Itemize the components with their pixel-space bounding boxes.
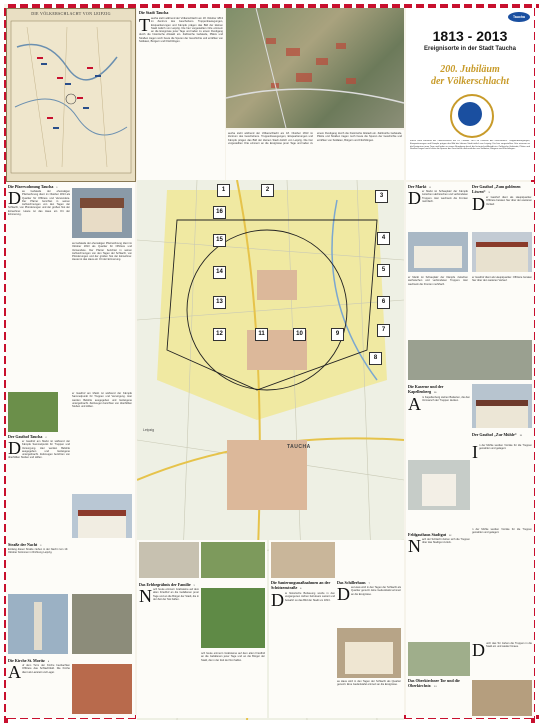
intro-heading: Die Stadt Taucha: [139, 10, 169, 15]
garden-photo: [201, 542, 265, 578]
header-subtitle: Ereignisorte in der Stadt Taucha: [424, 46, 516, 52]
right-item-9-heading: Der Gasthof „Zum goldenen Löwen“ 9: [472, 184, 521, 194]
kapelle-photo-building: [422, 474, 456, 506]
map-marker-5[interactable]: 5: [377, 264, 390, 277]
right-item-11-heading: Der Gasthof „Zur Mühle“ 11: [472, 432, 522, 437]
left-item-1-text: Das Gebäude der ehemaligen Pfarrwohnung dient im Oktober 1813 als Quartier für Offiziere und Verwundete. Der Pfarrer berichtet in seinen Aufzeichnungen von den Tagen der Schlacht, von Plünderungen und der großen Not der Einwohner. Heute ist das Haus ein Ort der Erinnerung.: [8, 190, 70, 217]
header-panel: [406, 8, 534, 180]
left-item-2-text-b: er Gasthof am Markt ist während der Kämpfe Sammelpunkt für Truppen und Versorgung. Hier werden Befehle ausgegeben und Gefangene untergebracht. Zeitzeugen berichten von überfüllten Stuben und Höfen.: [72, 392, 132, 409]
map-marker-16[interactable]: 16: [213, 206, 226, 219]
church-interior-photo: [72, 664, 132, 714]
right-item-12-text: Nach der Schlacht ziehen sich die Truppen über das Stadtgut zurück.: [408, 538, 470, 556]
pfarrwohnung-photo: [72, 188, 132, 238]
gasthof-photo: [72, 494, 132, 538]
pfarrwohnung-photo-roof: [80, 198, 124, 208]
loewen-photo-building: [476, 242, 528, 272]
graves-photo: [139, 542, 199, 578]
center-item-6-heading: Die Sanierungsmaßnahmen an der Schützenstraße 6: [271, 580, 331, 590]
markt-photo-building: [414, 246, 462, 268]
map-marker-6[interactable]: 6: [377, 296, 390, 309]
map-marker-7[interactable]: 7: [377, 324, 390, 337]
tor-photo: [472, 680, 532, 716]
header-credits: aucha steht während der Völkerschlacht am 18. Oktober 1813 im Zentrum des Geschehens. Truppenbewegungen, Einquartierungen und Kämpfe prägen das Bild der kleinen Stadt östlich von Leipzig. Die hier vorgestellten Orte erinnern an die Ereignisse jener Tage und laden zu einem Rundgang durch die historische Altstadt ein. Zahlreiche Gebäude, Plätze und Straßen tragen noch heute die Spuren der Geschichte und erzählen von Soldaten, Bürgern und Flüchtlingen.: [410, 140, 530, 151]
intro-section: [137, 8, 225, 180]
loewen-photo: [472, 232, 532, 272]
right-column: [406, 182, 534, 718]
street-view-photo: [408, 340, 532, 380]
aerial-photo: [226, 8, 404, 128]
map-marker-1[interactable]: 1: [217, 184, 230, 197]
intro-dropcap: T: [139, 17, 150, 35]
left-item-1-text-b: as Gebäude der ehemaligen Pfarrwohnung dient im Oktober 1813 als Quartier für Offiziere und Verwundete. Der Pfarrer berichtet in seinen Aufzeichnungen von den Tagen der Schlacht, von Plünderungen und der großen Not der Einwohner. Heute ist das Haus ein Ort der Erinnerung.: [72, 242, 132, 262]
intro-text: aucha steht während der Völkerschlacht am 18. Oktober 1813 im Zentrum des Geschehens. Truppenbewegungen, Einquartierungen und Kämpfe prägen das Bild der kleinen Stadt östlich von Leipzig. Die hier vorgestellten Orte erinnern an die Ereignisse jener Tage und laden zu einem Rundgang durch die historische Altstadt ein. Zahlreiche Gebäude, Plätze und Straßen tragen noch heute die Spuren der Geschichte und erzählen von Soldaten, Bürgern und Flüchtlingen.: [139, 17, 223, 44]
jubilee-line-1: 200. Jubiläum: [440, 64, 500, 75]
kapelle-photo: [408, 460, 470, 510]
right-item-10-heading: Die Kaserne und der Kapellenberg 10: [408, 384, 444, 394]
stadtgut-photo: [408, 642, 470, 676]
intro-continued-text: aucha steht während der Völkerschlacht am 18. Oktober 1813 im Zentrum des Geschehens. Truppenbewegungen, Einquartierungen und Kämpfe prägen das Bild der kleinen Stadt östlich von Leipzig. Die hier vorgestellten Orte erinnern an die Ereignisse jener Tage und laden zu einem Rundgang durch die historische Altstadt ein. Zahlreiche Gebäude, Plätze und Straßen tragen noch heute die Spuren der Geschichte und erzählen von Soldaten, Bürgern und Flüchtlingen.: [228, 132, 402, 145]
jubilee-emblem: [450, 94, 494, 138]
map-marker-14[interactable]: 14: [213, 266, 226, 279]
center-item-7-heading: Das Schillerhaus 7: [337, 580, 370, 585]
center-lower-left: [137, 540, 267, 718]
left-item-3-text: Entlang dieser Straße ziehen in der Nacht zum 19. Oktober Kolonnen in Richtung Leipzig.: [8, 548, 68, 555]
left-item-2-text: Der Gasthof am Markt ist während der Kämpfe Sammelpunkt für Truppen und Versorgung. Hier werden Befehle ausgegeben und Gefangene untergebracht. Zeitzeugen berichten von überfüllten Stuben und Höfen.: [8, 440, 70, 460]
center-item-5-heading: Das Erbbegräbnis der Familie 5: [139, 582, 195, 587]
intro-continued: [226, 130, 404, 180]
schillerhaus-photo: [337, 628, 401, 678]
map-marker-15[interactable]: 15: [213, 234, 226, 247]
map-marker-10[interactable]: 10: [293, 328, 306, 341]
logo: Taucha: [508, 12, 530, 22]
intro-text-wrap: [139, 17, 223, 177]
markt-photo: [408, 232, 468, 272]
map-leipzig-label: Leipzig: [143, 428, 155, 432]
park-photo: [201, 588, 265, 648]
historic-map-title: DIE VÖLKERSCHLACHT VON LEIPZIG: [31, 11, 111, 16]
center-item-7-text: Das Haus wird in den Tagen der Schlacht als Quartier genutzt. Eine Gedenktafel erinnert an die Ereignisse.: [337, 586, 401, 604]
right-item-9-text-b: er Gasthof dient als Hauptquartier. Offiziere beraten hier über den weiteren Verlauf.: [472, 276, 532, 283]
schillerhaus-photo-facade: [345, 642, 393, 674]
tree-photo: [8, 392, 58, 432]
center-item-5-text: Noch heute erinnern Grabsteine auf dem alten Friedhof an die Gefallenen jener Tage und an die Bürger der Stadt, die in der Zeit der Not halfen.: [139, 588, 199, 606]
right-item-12-heading: Feldgasthaus Stadtgut 12: [408, 532, 452, 537]
jubilee-line-2: der Völkerschlacht: [430, 76, 510, 87]
gasthof-photo-building: [78, 510, 126, 538]
jubilee-emblem-inner: [458, 102, 482, 126]
left-column: [6, 182, 135, 718]
center-item-5-text-b: och heute erinnern Grabsteine auf dem alten Friedhof an die Gefallenen jener Tage und an die Bürger der Stadt, die in der Zeit der Not halfen.: [201, 652, 265, 662]
kaserne-photo: [472, 384, 532, 428]
right-item-11-text-b: n der Mühle werden Vorräte für die Truppen gemahlen und gelagert.: [472, 528, 532, 535]
map-marker-8[interactable]: 8: [369, 352, 382, 365]
pfarrwohnung-photo-house: [82, 206, 122, 232]
schuetzenstrasse-photo: [271, 542, 335, 578]
street-photo: [72, 594, 132, 654]
map-city-label: TAUCHA: [287, 444, 311, 450]
right-item-13-heading: Das Oberkirchner Tor und die Oberkirchstr. 13: [408, 678, 460, 688]
right-item-8-text-b: er Markt ist Schauplatz der Kämpfe zwischen sächsischen und verbündeten Truppen. Hier wechseln die Fronten mehrfach.: [408, 276, 468, 286]
church-photo-tower: [34, 602, 42, 650]
left-item-4-heading: Die Kirche St. Moritz 4: [8, 658, 49, 663]
left-item-1-heading: Die Pfarrwohnung Taucha 1: [8, 184, 58, 189]
header-years: 1813 - 2013: [432, 28, 508, 44]
map-marker-2[interactable]: 2: [261, 184, 274, 197]
historic-map: [6, 8, 136, 182]
center-item-6-text: Die historische Bebauung wurde in den vergangenen Jahren behutsam saniert und bewahrt so das Bild der Stadt um 1813.: [271, 592, 335, 610]
right-item-9-text: Der Gasthof dient als Hauptquartier. Offiziere beraten hier über den weiteren Verlauf.: [472, 196, 532, 214]
kaserne-photo-building: [476, 400, 528, 428]
church-photo: [8, 594, 68, 654]
right-item-11-text: In der Mühle werden Vorräte für die Truppen gemahlen und gelagert.: [472, 444, 532, 462]
right-item-13-text: Durch das Tor ziehen die Truppen in die Stadt ein und wieder hinaus.: [472, 642, 532, 660]
map-marker-3[interactable]: 3: [375, 190, 388, 203]
historic-map-drawing: [7, 17, 135, 181]
center-lower-right: [269, 540, 404, 718]
aerial-photo-drawing: [226, 8, 404, 128]
map-marker-9[interactable]: 9: [331, 328, 344, 341]
right-item-8-heading: Der Markt 8: [408, 184, 431, 189]
map-marker-11[interactable]: 11: [255, 328, 268, 341]
left-item-3-heading: Straße der Nacht 3: [8, 542, 42, 547]
map-marker-13[interactable]: 13: [213, 296, 226, 309]
center-item-7-text-b: as Haus wird in den Tagen der Schlacht als Quartier genutzt. Eine Gedenktafel erinnert an die Ereignisse.: [337, 680, 401, 687]
right-item-10-text: Am Kapellenberg stehen Batterien, die den Vormarsch der Truppen decken.: [408, 396, 470, 414]
right-item-8-text: Der Markt ist Schauplatz der Kämpfe zwischen sächsischen und verbündeten Truppen. Hier wechseln die Fronten mehrfach.: [408, 190, 468, 208]
left-item-2-heading: Der Gasthof Taucha 2: [8, 434, 47, 439]
map-marker-12[interactable]: 12: [213, 328, 226, 341]
map-marker-4[interactable]: 4: [377, 232, 390, 245]
left-item-4-text: Auf dem Turm der Kirche beobachten Offiziere das Schlachtfeld. Die Kirche dient als Lazarett und Lager.: [8, 664, 70, 682]
